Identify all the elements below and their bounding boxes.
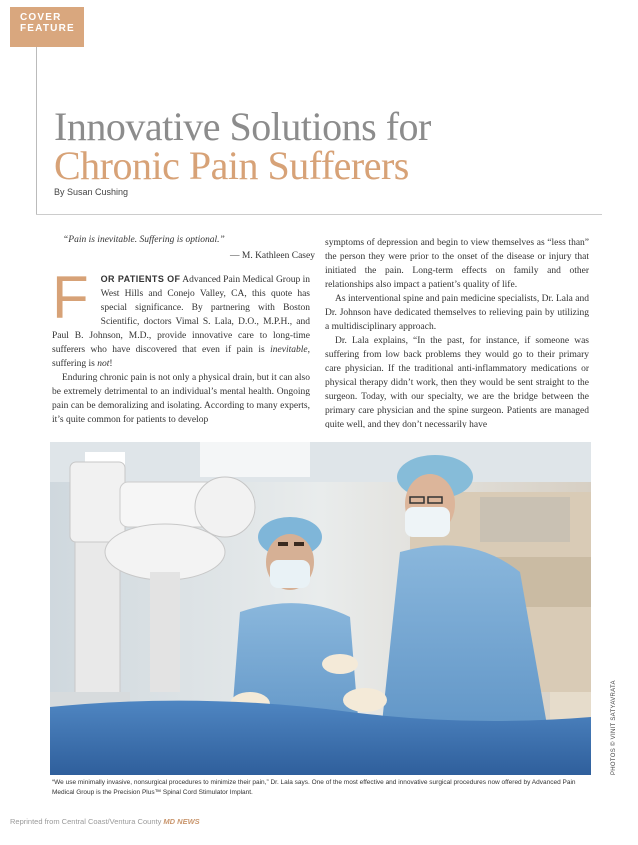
paragraph: As interventional spine and pain medicine specialists, Dr. Lala and Dr. Johnson have dedicated themselves to relieving pain by utilizing a multidisciplinary approach.: [325, 294, 589, 332]
photo-caption: “We use minimally invasive, nonsurgical procedures to minimize their pain,” Dr. Lala says. One of the most effective and innovative surgical procedures now offered by Advanced Pain Medical Group is the Precision Plus™ Spinal Cord Stimulator Implant.: [52, 779, 576, 796]
paragraph-text: , suffering is: [52, 345, 310, 369]
epigraph: “Pain is inevitable. Suffering is optional.”: [63, 235, 225, 245]
emphasis-text: inevitable: [270, 345, 308, 355]
title-line-2: Chronic Pain Sufferers: [54, 143, 409, 188]
horizontal-rule: [36, 214, 602, 215]
paragraph: Dr. Lala explains, “In the past, for instance, if someone was suffering from low back problems they would go to their primary care physician. If the traditional anti-inflammatory medications or physical therapy didn’t work, then they would be sent straight to the surgeon. Today, with our specialty, we are the bridge between the primary care physician and the spine surgeon. Patients are managed quite well, and they don’t necessarily have: [325, 336, 589, 428]
paragraph-text: Advanced Pain Medical Group in West Hills and Conejo Valley, CA, this quote has special significance. By partnering with Boston Scientific, doctors Vimal S. Lala, D.O., M.P.H., and Paul B. Johnson, M.D., provide innovative care to long-time sufferers who have discovered that even if pain is: [52, 275, 310, 355]
photo-credit: PHOTOS © VINIT SATYAVRATA: [611, 680, 617, 775]
footer-brand: MD NEWS: [163, 817, 200, 826]
paragraph-lead: [52, 272, 310, 371]
byline: By Susan Cushing: [54, 187, 129, 197]
paragraph: symptoms of depression and begin to view themselves as “less than” the person they were prior to the onset of the disease or injury that initiated the pain. Long-term effects on family and other relationships also impact a patient’s quality of life.: [325, 238, 589, 290]
surgery-photo: [50, 442, 591, 775]
lead-in: OR PATIENTS OF: [100, 274, 181, 284]
article-column-2: [325, 236, 589, 428]
footer: [10, 817, 200, 826]
vertical-rule: [36, 47, 37, 215]
surgery-photo-illustration: [50, 442, 591, 775]
paragraph: Enduring chronic pain is not only a physical drain, but it can also be extremely detrimental to an individual’s mental health. Ongoing pain can be demoralizing and isolating. According to many experts, it’s quite common for patients to develop: [52, 373, 310, 424]
title-line-1: Innovative Solutions for: [54, 104, 431, 149]
article-column-1: [52, 272, 310, 424]
epigraph-author: — M. Kathleen Casey: [230, 251, 315, 261]
drop-cap: F: [52, 272, 89, 331]
section-tag: [10, 7, 84, 47]
section-tag-line1: COVER: [20, 12, 62, 23]
paragraph-text: !: [109, 359, 113, 369]
section-tag-line2: FEATURE: [20, 23, 75, 34]
footer-text: Reprinted from Central Coast/Ventura County: [10, 817, 164, 826]
emphasis-text: not: [97, 359, 110, 369]
